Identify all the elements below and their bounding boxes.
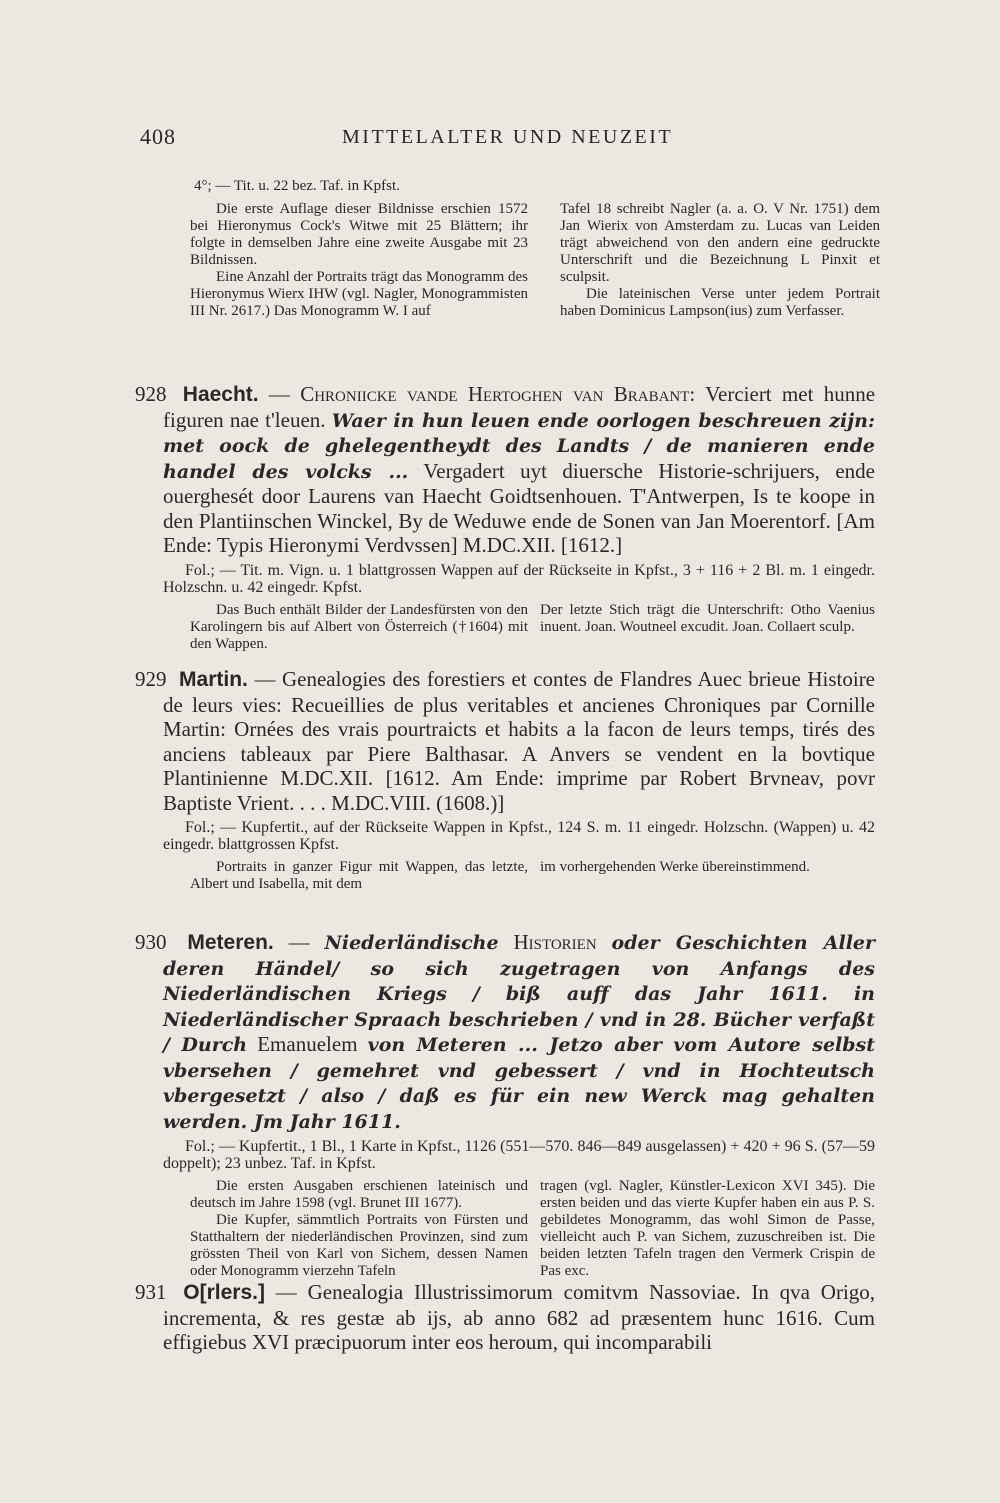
notes-right-column: [540, 1178, 875, 1280]
notes-right-column: [540, 602, 875, 653]
notes-left-column: [190, 602, 528, 653]
note-paragraph: Der letzte Stich trägt die Unterschrift: Otho Vaenius inuent. Joan. Woutneel excudit. Joan. Collaert sculp.: [540, 601, 875, 635]
note-paragraph: Eine Anzahl der Portraits trägt das Monogramm des Hieronymus Wierx IHW (vgl. Nagler, Monogrammisten III Nr. 2617.) Das Monogramm W. I auf: [190, 269, 529, 319]
note-paragraph: Die Kupfer, sämmtlich Portraits von Fürsten und Statthaltern der niederländischen Provinzen, sind zum grössten Theil von Karl von Sichem, dessen Namen oder Monogramm vierzehn Tafeln: [190, 1212, 528, 1279]
catalog-entry-930: [135, 930, 875, 1280]
notes-left-column: [190, 201, 528, 320]
note-paragraph: Die ersten Ausgaben erschienen lateinisch und deutsch im Jahre 1598 (vgl. Brunet III 1677).: [190, 1178, 528, 1211]
note-paragraph: Portraits in ganzer Figur mit Wappen, das letzte, Albert und Isabella, mit dem: [190, 859, 528, 892]
dash: —: [275, 1280, 297, 1304]
entry-title: [135, 930, 876, 1134]
entry-heading: Meteren.: [187, 931, 274, 954]
dash: —: [268, 382, 290, 406]
fraktur-title-part: Waer in hun leuen ende oorlogen beschreuen zijn: met oock de ghelegentheydt des Landts / de manieren ende handel des volcks ...: [163, 409, 875, 483]
entry-title: [135, 382, 876, 558]
dash: —: [288, 930, 310, 954]
notes-right-column: [540, 859, 875, 893]
entry-number: 931: [135, 1280, 167, 1304]
title-text: Genealogies des forestiers et contes de Flandres Auec brieue Histoire de leurs vies: Recueillies de plus veritables et ancienes Chroniques par Cornille Martin: Ornées des vrais pourtraicts et habits a la facon de leurs temps, tirés des anciens tableaux par Piere Balthasar. A Anvers se vendent en la bovtique Plantinienne M.DC.XII. [1612. Am Ende: imprime par Robert Brvneav, povr Baptiste Vrient. . . . M.DC.VIII. (1608.)]: [163, 667, 876, 815]
dash: —: [254, 667, 276, 691]
note-paragraph: Die erste Auflage dieser Bildnisse erschien 1572 bei Hieronymus Cock's Witwe mit 25 Blättern; ihr folgte in demselben Jahre eine zweite Ausgabe mit 23 Bildnissen.: [190, 201, 528, 268]
entry-heading: Martin.: [179, 668, 248, 691]
title-text: Genealogia Illustrissimorum comitvm Nassoviae. In qva Origo, incrementa, & res gestæ ab ijs, ab anno 682 ad præsentem hunc 1616. Cum effigiebus XVI præcipuorum inter eos heroum, qui incomparabili: [163, 1280, 876, 1354]
collation-line: 4°; — Tit. u. 22 bez. Taf. in Kpfst.: [194, 178, 400, 194]
title-part: Emanuelem: [257, 1032, 358, 1056]
running-title: MITTELALTER UND NEUZEIT: [342, 126, 674, 148]
notes-left-column: [190, 1178, 528, 1280]
notes-columns: [190, 859, 875, 893]
entry-title: [135, 1280, 876, 1355]
page-number: 408: [140, 124, 176, 149]
notes-left-column: [190, 859, 528, 893]
fraktur-title-part: von Meteren ... Jetzo aber vom Autore selbst vbersehen / gemehret vnd gebessert / vnd in Hochteutsch vbergesetzt / also / daß es für ein new Werck mag gehalten werden. Jm Jahr 1611.: [163, 1034, 876, 1133]
page-header: [140, 124, 875, 156]
catalog-entry-928: [135, 382, 875, 653]
entry-heading: Haecht.: [182, 383, 259, 406]
note-paragraph: Die lateinischen Verse unter jedem Portrait haben Dominicus Lampson(ius) zum Verfasser.: [560, 286, 880, 319]
entry-title: [135, 667, 876, 815]
catalog-entry-929: [135, 667, 875, 893]
continued-entry: [190, 178, 880, 320]
title-part: Chroniicke vande Hertoghen van Brabant:: [300, 382, 696, 406]
collation: Fol.; — Tit. m. Vign. u. 1 blattgrossen Wappen auf der Rückseite in Kpfst., 3 + 116 + 2 Bl. m. 1 eingedr. Holzschn. u. 42 eingedr. Kpfst.: [163, 561, 875, 596]
entry-number: 930: [135, 930, 167, 954]
title-part: Historien: [513, 930, 597, 954]
fraktur-title-part: oder Geschichten Aller deren Händel/ so sich zugetragen von Anfangs des Niederländischen Kriegs / biß auff das Jahr 1611. in Niederländischer Spraach beschrieben / vnd in 28. Bücher verfaßt / Durch: [163, 932, 876, 1056]
notes-right-column: [560, 201, 880, 320]
collation: Fol.; — Kupfertit., auf der Rückseite Wappen in Kpfst., 124 S. m. 11 eingedr. Holzschn. (Wappen) u. 42 eingedr. blattgrossen Kpfst.: [163, 819, 875, 853]
notes-columns: [190, 1178, 875, 1280]
collation: Fol.; — Kupfertit., 1 Bl., 1 Karte in Kpfst., 1126 (551—570. 846—849 ausgelassen) + 420 + 96 S. (57—59 doppelt); 23 unbez. Taf. in Kpfst.: [163, 1138, 875, 1172]
entry-heading: O[rlers.]: [183, 1281, 265, 1304]
entry-number: 929: [135, 667, 167, 691]
note-paragraph: im vorhergehenden Werke übereinstimmend.: [540, 859, 810, 875]
note-paragraph: tragen (vgl. Nagler, Künstler-Lexicon XVI 345). Die ersten beiden und das vierte Kupfer haben ein aus P. S. gebildetes Monogramm, das wohl Simon de Passe, vielleicht auch P. van Sichem, zuzuschreiben ist. Die beiden letzten Tafeln tragen den Vermerk Crispin de Pas exc.: [540, 1178, 875, 1279]
catalog-entry-931: [135, 1280, 875, 1355]
notes-columns: [190, 602, 875, 653]
note-paragraph: Das Buch enthält Bilder der Landesfürsten von den Karolingern bis auf Albert von Österreich (†1604) mit den Wappen.: [190, 601, 528, 652]
title-part: Verciert met hunne figuren nae t'leuen.: [163, 382, 876, 432]
note-paragraph: Tafel 18 schreibt Nagler (a. a. O. V Nr. 1751) dem Jan Wierix von Amsterdam zu. Lucas van Leiden trägt abweichend von den andern eine gedruckte Unterschrift und die Bezeichnung L Pinxit et sculpsit.: [560, 201, 880, 285]
notes-columns: [190, 201, 880, 320]
fraktur-title-part: Niederländische: [324, 932, 499, 954]
entry-number: 928: [135, 382, 167, 406]
title-part: Vergadert uyt diuersche Historie-schrijuers, ende ouerghesét door Laurens van Haecht Goidtsenhouen. T'Antwerpen, Is te koope in den Plantiinschen Winckel, By de Weduwe ende de Sonen van Jan Moerentorf. [Am Ende: Typis Hieronymi Verdvssen] M.DC.XII. [1612.]: [163, 458, 875, 557]
